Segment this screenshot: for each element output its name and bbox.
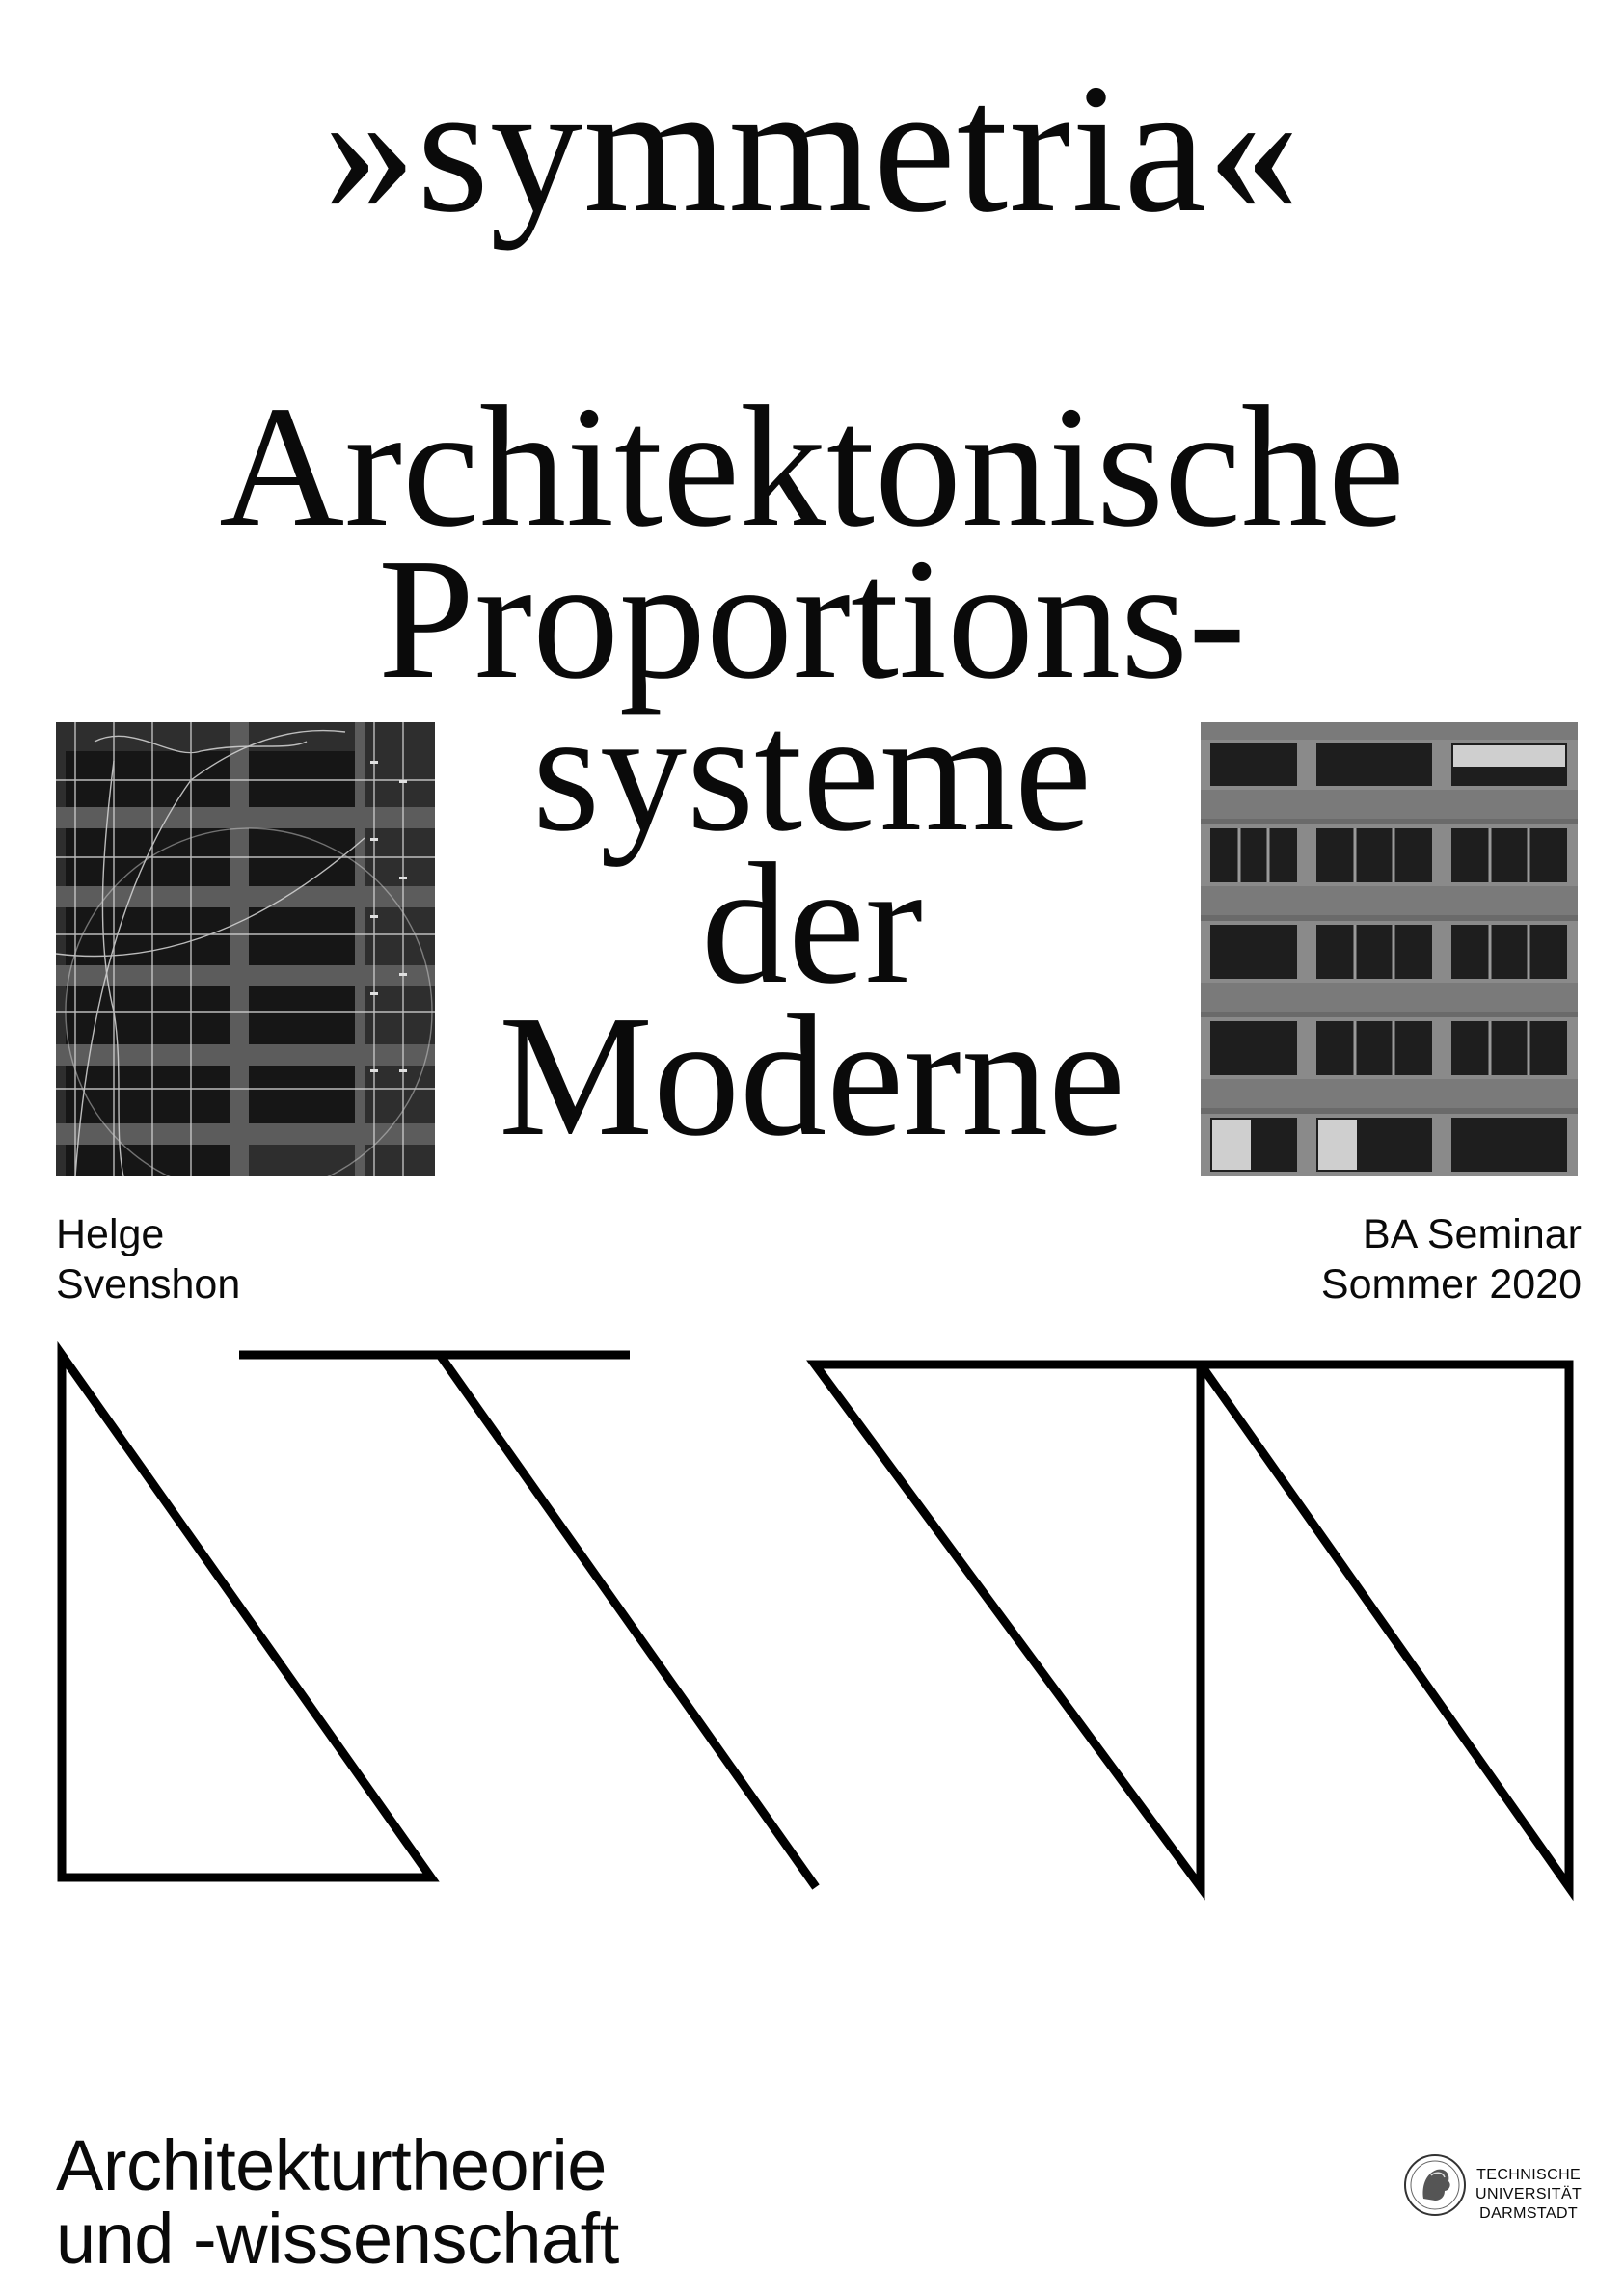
- course-type: BA Seminar: [1362, 1211, 1582, 1257]
- athena-seal-icon: [1402, 2152, 1468, 2218]
- author-first-name: Helge: [56, 1211, 165, 1257]
- course-term: Sommer 2020: [1320, 1261, 1582, 1308]
- poster-kicker: »symmetria«: [323, 45, 1301, 251]
- headline-line: Architektonische: [219, 370, 1405, 562]
- logo-triangle-w-left: [815, 1364, 1201, 1887]
- department-name-line: und -wissenschaft: [56, 2199, 619, 2279]
- university-name: [1475, 2166, 1582, 2224]
- logo-triangle-a: [62, 1355, 431, 1877]
- author-last-name: Svenshon: [56, 1261, 241, 1308]
- headline-line: der: [701, 827, 923, 1019]
- headline-line: Proportions-: [378, 523, 1246, 715]
- university-name-line: TECHNISCHE: [1476, 2167, 1582, 2183]
- headline-line: systeme: [532, 675, 1092, 867]
- logo-diagonal-t: [440, 1355, 816, 1887]
- department-name-line: Architekturtheorie: [56, 2125, 607, 2205]
- university-name-line: UNIVERSITÄT: [1475, 2186, 1583, 2202]
- headline-line: Moderne: [499, 980, 1125, 1172]
- university-name-line: DARMSTADT: [1479, 2205, 1579, 2222]
- logo-triangle-w-right: [1201, 1364, 1569, 1887]
- department-name: [56, 2125, 619, 2279]
